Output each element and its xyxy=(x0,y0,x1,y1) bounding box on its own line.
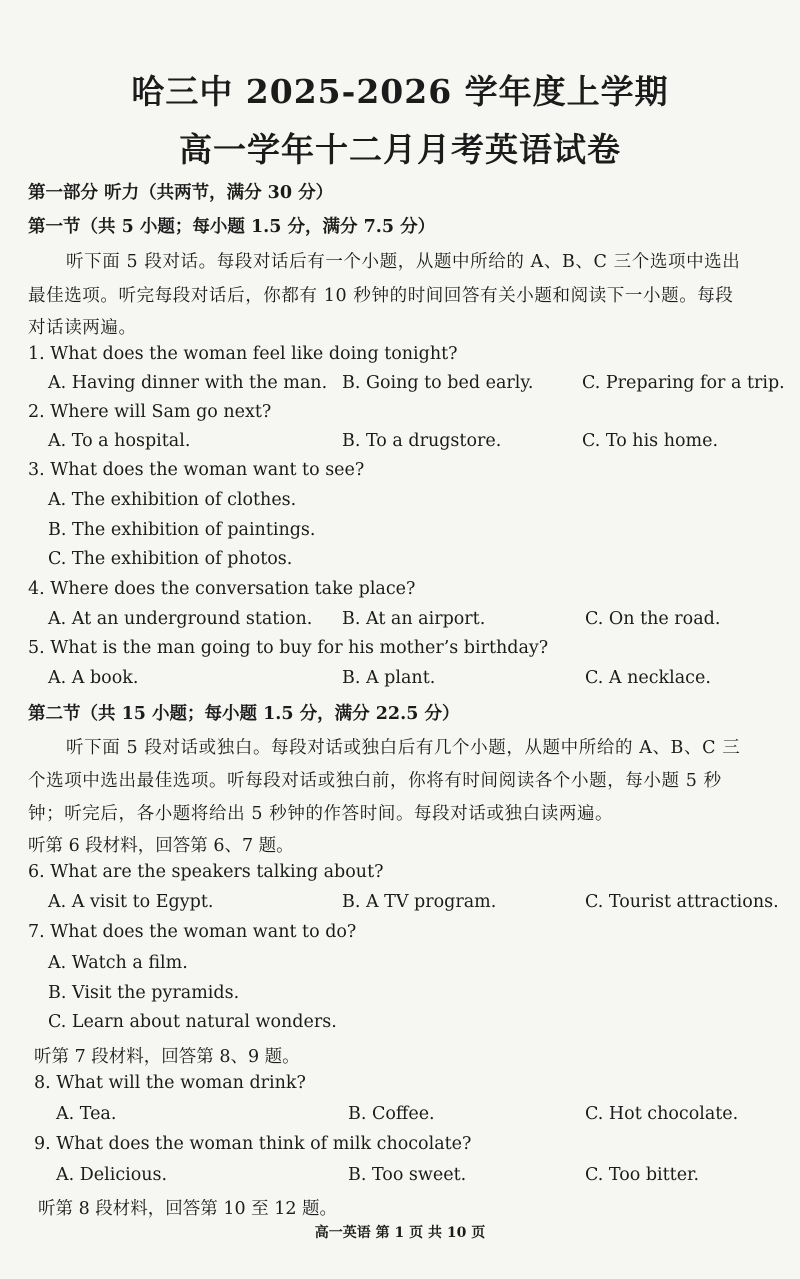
question-3: 3. What does the woman want to see? xyxy=(28,460,365,480)
page-footer: 高一英语 第 1 页 共 10 页 xyxy=(314,1225,486,1241)
question-1: 1. What does the woman feel like doing tonight? xyxy=(28,344,458,364)
question-4-option-b: B. At an airport. xyxy=(342,609,486,629)
section1-instruction-line2: 最佳选项。听完每段对话后，你都有 10 秒钟的时间回答有关小题和阅读下一小题。每段 xyxy=(28,286,734,306)
question-9: 9. What does the woman think of milk chocolate? xyxy=(34,1134,472,1154)
question-6: 6. What are the speakers talking about? xyxy=(28,862,384,882)
question-2-option-c: C. To his home. xyxy=(582,431,719,451)
question-9-option-c: C. Too bitter. xyxy=(585,1165,700,1185)
question-1-option-a: A. Having dinner with the man. xyxy=(48,373,328,393)
question-3-option-a: A. The exhibition of clothes. xyxy=(48,490,297,510)
question-5-option-a: A. A book. xyxy=(48,668,139,688)
question-5-option-b: B. A plant. xyxy=(342,668,436,688)
question-5-option-c: C. A necklace. xyxy=(585,668,711,688)
question-8-option-a: A. Tea. xyxy=(56,1104,117,1124)
question-1-option-c: C. Preparing for a trip. xyxy=(582,373,785,393)
question-2: 2. Where will Sam go next? xyxy=(28,402,272,422)
section1-instruction-line1: 听下面 5 段对话。每段对话后有一个小题，从题中所给的 A、B、C 三个选项中选出 xyxy=(66,252,741,272)
section1-instruction-line3: 对话读两遍。 xyxy=(28,318,137,338)
material-6-note: 听第 6 段材料，回答第 6、7 题。 xyxy=(28,836,294,856)
question-3-option-b: B. The exhibition of paintings. xyxy=(48,520,316,540)
section2-instruction-line2: 个选项中选出最佳选项。听每段对话或独白前，你将有时间阅读各个小题，每小题 5 秒 xyxy=(28,771,722,791)
question-7-option-a: A. Watch a film. xyxy=(48,953,188,973)
question-8-option-b: B. Coffee. xyxy=(348,1104,435,1124)
question-7-option-b: B. Visit the pyramids. xyxy=(48,983,240,1003)
section1-heading: 第一节（共 5 小题；每小题 1.5 分，满分 7.5 分） xyxy=(28,217,436,237)
question-9-option-b: B. Too sweet. xyxy=(348,1165,467,1185)
question-6-option-b: B. A TV program. xyxy=(342,892,497,912)
question-4-option-a: A. At an underground station. xyxy=(48,609,313,629)
question-5: 5. What is the man going to buy for his mother’s birthday? xyxy=(28,638,549,658)
question-7: 7. What does the woman want to do? xyxy=(28,922,357,942)
question-1-option-b: B. Going to bed early. xyxy=(342,373,534,393)
exam-title-line1: 哈三中 2025-2026 学年度上学期 xyxy=(131,72,669,111)
question-3-option-c: C. The exhibition of photos. xyxy=(48,549,293,569)
question-7-option-c: C. Learn about natural wonders. xyxy=(48,1012,337,1032)
question-8-option-c: C. Hot chocolate. xyxy=(585,1104,739,1124)
material-8-note: 听第 8 段材料，回答第 10 至 12 题。 xyxy=(38,1199,338,1219)
section2-instruction-line3: 钟；听完后，各小题将给出 5 秒钟的作答时间。每段对话或独白读两遍。 xyxy=(28,804,614,824)
question-2-option-b: B. To a drugstore. xyxy=(342,431,502,451)
question-6-option-c: C. Tourist attractions. xyxy=(585,892,779,912)
question-9-option-a: A. Delicious. xyxy=(56,1165,168,1185)
question-6-option-a: A. A visit to Egypt. xyxy=(48,892,214,912)
question-8: 8. What will the woman drink? xyxy=(34,1073,306,1093)
question-2-option-a: A. To a hospital. xyxy=(48,431,191,451)
question-4-option-c: C. On the road. xyxy=(585,609,721,629)
question-4: 4. Where does the conversation take place? xyxy=(28,579,416,599)
section2-heading: 第二节（共 15 小题；每小题 1.5 分，满分 22.5 分） xyxy=(28,704,460,724)
section2-instruction-line1: 听下面 5 段对话或独白。每段对话或独白后有几个小题，从题中所给的 A、B、C 三 xyxy=(66,738,741,758)
part1-heading: 第一部分 听力（共两节，满分 30 分） xyxy=(28,183,334,203)
exam-title-line2: 高一学年十二月月考英语试卷 xyxy=(179,130,621,169)
material-7-note: 听第 7 段材料，回答第 8、9 题。 xyxy=(34,1047,300,1067)
